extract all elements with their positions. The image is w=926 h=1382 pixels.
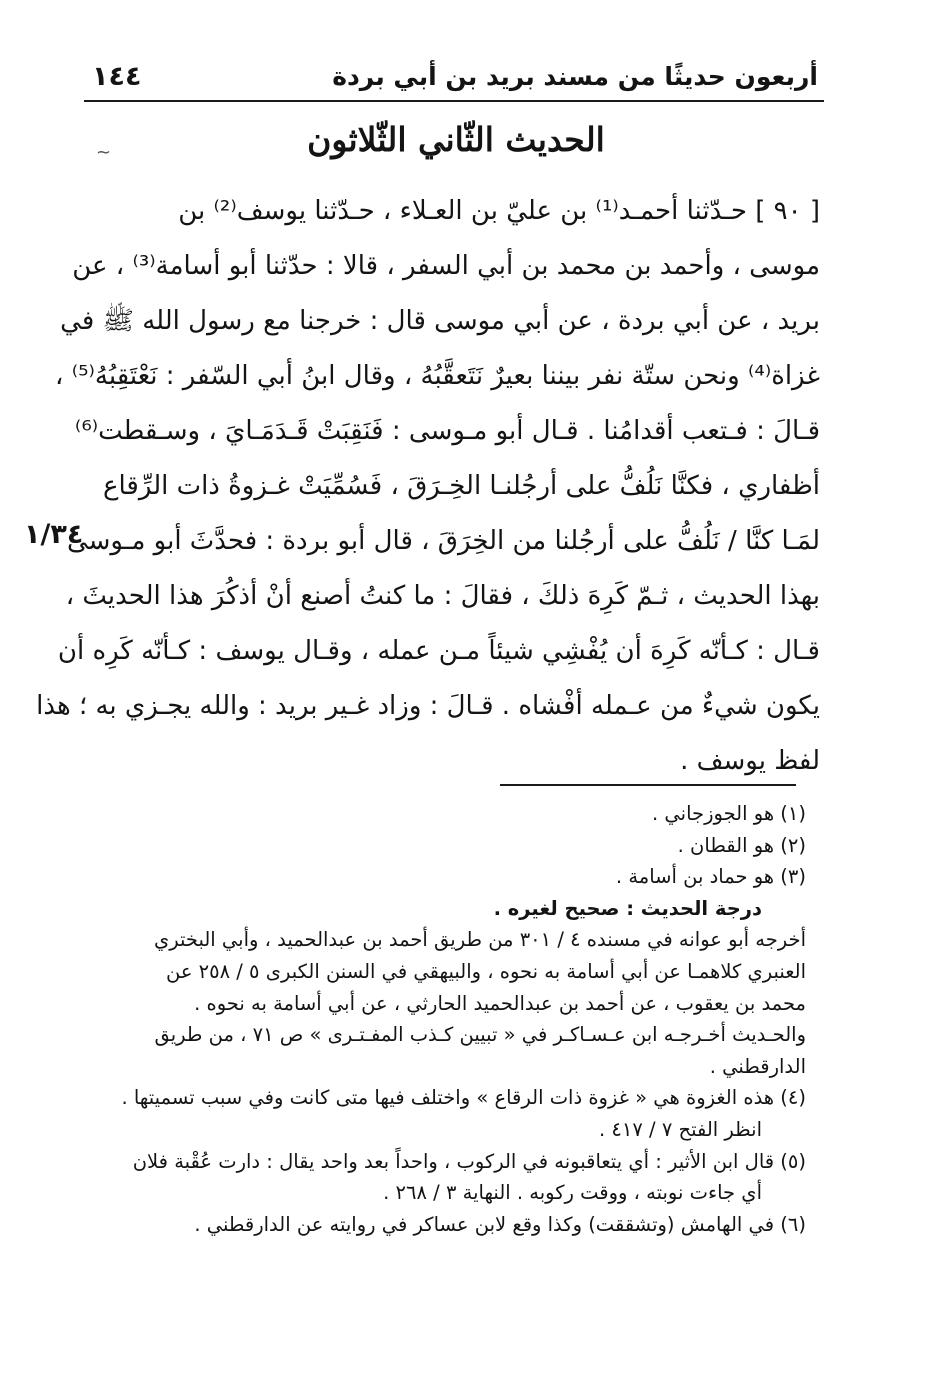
footnote-2: (٢) هو القطان . bbox=[677, 833, 806, 857]
footnote-5: (٥) قال ابن الأثير : أي يتعاقبونه في الركوب ، واحداً بعد واحد يقال : دارت عُقْبة فلان bbox=[132, 1149, 806, 1173]
tilde-mark: ~ bbox=[96, 142, 112, 163]
footnote-4: (٤) هذه الغزوة هي « غزوة ذات الرقاع » واختلف فيها متى كانت وفي سبب تسميتها . bbox=[121, 1086, 806, 1110]
takhrij-line: الدارقطني . bbox=[709, 1054, 806, 1078]
footnote-1: (١) هو الجوزجاني . bbox=[652, 802, 806, 825]
hadith-heading: الحديث الثّاني الثّلاثون bbox=[307, 120, 605, 159]
body-line: بريد ، عن أبي بردة ، عن أبي موسى قال : خرجنا مع رسول الله ﷺ في bbox=[60, 306, 820, 336]
body-line: قـالَ : فـتعب أقدامُنا . قـال أبو مـوسى : فَنَقِبَتْ قَـدَمَـايَ ، وسـقطت⁽⁶⁾ bbox=[74, 416, 820, 446]
body-line: لمَـا كنَّا / نَلُفُّ على أرجُلنا من الخِرَقَ ، قال أبو بردة : فحدَّثَ أبو مـوسى bbox=[66, 526, 820, 556]
footnote-3: (٣) هو حماد بن أسامة . bbox=[615, 865, 806, 889]
body-line: بهذا الحديث ، ثـمّ كَرِهَ ذلكَ ، فقالَ : ما كنتُ أصنع أنْ أذكُرَ هذا الحديثَ ، bbox=[65, 581, 820, 611]
body-line: [ ٩٠ ] حـدّثنا أحمـد⁽¹⁾ بن عليّ بن العـلاء ، حـدّثنا يوسف⁽²⁾ بن bbox=[178, 196, 820, 226]
takhrij-line: أخرجه أبو عوانه في مسنده ٤ / ٣٠١ من طريق أحمد بن عبدالحميد ، وأبي البختري bbox=[153, 928, 806, 952]
page-number: ١٤٤ bbox=[92, 61, 142, 92]
footnote-4-cont: انظر الفتح ٧ / ٤١٧ . bbox=[599, 1117, 762, 1141]
body-line: أظفاري ، فكنَّا نَلُفُّ على أرجُلنـا الخِـرَقَ ، فَسُمِّيَتْ غـزوةُ ذات الرِّقاع bbox=[102, 471, 820, 501]
body-line: لفظ يوسف . bbox=[680, 746, 820, 776]
takhrij-line: محمد بن يعقوب ، عن أحمد بن عبدالحميد الحارثي ، عن أبي أسامة به نحوه . bbox=[194, 991, 806, 1015]
running-header bbox=[84, 56, 824, 102]
footnote-divider bbox=[500, 784, 796, 786]
footnote-6: (٦) في الهامش (وتشققت) وكذا وقع لابن عساكر في روايته عن الدارقطني . bbox=[194, 1212, 806, 1236]
running-title: أربعون حديثًا من مسند بريد بن أبي بردة bbox=[332, 62, 818, 91]
body-line: قـال : كـأنّه كَرِهَ أن يُفْشِي شيئاً مـن عمله ، وقـال يوسف : كـأنّه كَرِه أن bbox=[57, 636, 820, 666]
margin-reference: ١/٣٤ bbox=[24, 519, 84, 550]
footnotes bbox=[82, 798, 806, 1240]
body-line: يكون شيءٌ من عـمله أفْشاه . قـالَ : وزاد غـير بريد : والله يجـزي به ؛ هذا bbox=[36, 691, 820, 721]
takhrij-line: العنبري كلاهمـا عن أبي أسامة به نحوه ، والبيهقي في السنن الكبرى ٥ / ٢٥٨ عن bbox=[165, 959, 806, 983]
body-line: غزاة⁽⁴⁾ ونحن ستّة نفر بيننا بعيرٌ نَتَعقَّبُهُ ، وقال ابنُ أبي السّفر : نَعْتَقِبُهُ⁽⁵⁾ ، bbox=[55, 361, 820, 391]
takhrij-line: والحـديث أخـرجـه ابن عـسـاكـر في « تبيين كـذب المفـتـرى » ص ٧١ ، من طريق bbox=[154, 1023, 806, 1047]
body-line: موسى ، وأحمد بن محمد بن أبي السفر ، قالا : حدّثنا أبو أسامة⁽³⁾ ، عن bbox=[72, 251, 820, 281]
footnote-5-cont: أي جاءت نوبته ، ووقت ركوبه . النهاية ٣ / ٢٦٨ . bbox=[383, 1181, 762, 1205]
hadith-grade: درجة الحديث : صحيح لغيره . bbox=[493, 896, 762, 920]
